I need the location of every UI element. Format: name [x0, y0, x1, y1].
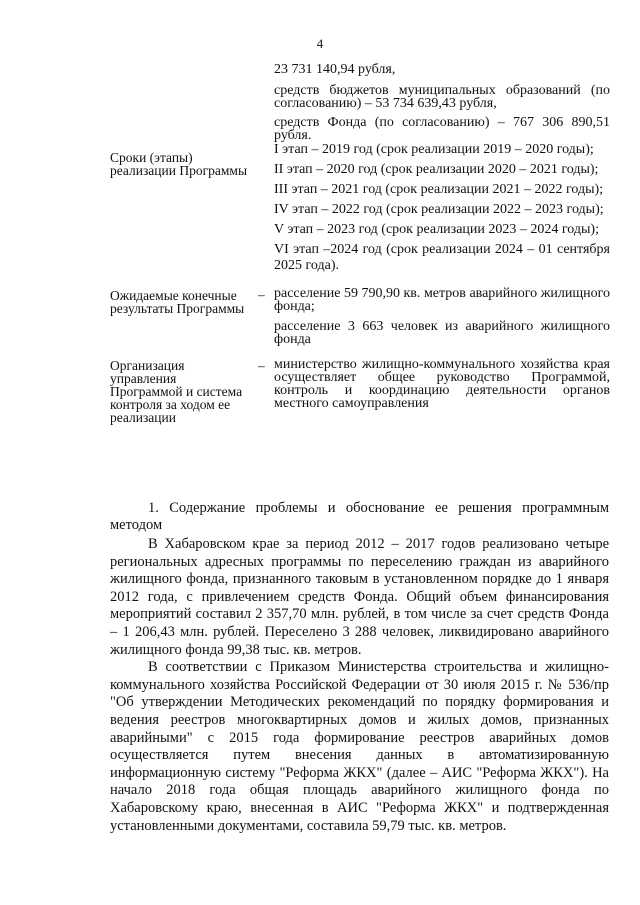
stage-item: I этап – 2019 год (срок реализации 2019 – 2020 годы);	[274, 142, 594, 157]
results-label: Ожидаемые конечные результаты Программы	[110, 288, 245, 316]
financing-municipal-budget: средств бюджетов муниципальных образований (по согласованию) – 53 734 639,43 рубля,	[274, 83, 610, 111]
body-paragraph: В соответствии с Приказом Министерства строительства и жилищно-коммунального хозяйства Российской Федерации от 30 июля 2015 г. № 536/пр "Об утверждении Методических рекомендаций по порядку формирования и ведения реестров многоквартирных домов и жилых домов, признанных аварийными" с 2015 года формирование реестров аварийных домов осуществляется путем внесения данных в автоматизированную информационную систему "Реформа ЖКХ" (далее – АИС "Реформа ЖКХ"). На начало 2018 года общая площадь аварийного жилищного фонда по Хабаровскому краю, внесенная в АИС "Реформа ЖКХ" и подтвержденная установленными документами, составила 59,79 тыс. кв. метров.	[110, 659, 609, 834]
stage-item: II этап – 2020 год (срок реализации 2020 – 2021 годы);	[274, 162, 599, 177]
management-label: Организация управления Программой и система контроля за ходом ее реализации	[110, 358, 243, 425]
stage-item: VI этап –2024 год (срок реализации 2024 – 01 сентября 2025 года).	[274, 242, 610, 273]
section-heading: 1. Содержание проблемы и обоснование ее решения программным методом	[110, 500, 609, 533]
management-dash: –	[258, 358, 265, 373]
financing-fund: средств Фонда (по согласованию) – 767 306 890,51 рубля.	[274, 115, 610, 143]
result-item: расселение 59 790,90 кв. метров аварийного жилищного фонда;	[274, 286, 610, 314]
results-row	[110, 287, 610, 346]
stage-item: III этап – 2021 год (срок реализации 2021 – 2022 годы);	[274, 182, 604, 197]
management-row	[110, 357, 610, 425]
section-heading-block	[110, 500, 609, 534]
stages-label: Сроки (этапы) реализации Программы	[110, 150, 248, 178]
body-paragraph: В Хабаровском крае за период 2012 – 2017 годов реализовано четыре региональных адресных программы по переселению граждан из аварийного жилищного фонда, признанного таковым в установленном порядке до 1 января 2012 года, с привлечением средств Фонда. Общий объем финансирования мероприятий составил 2 357,70 млн. рублей, в том числе за счет средств Фонда – 1 206,43 млн. рублей. Переселено 3 288 человек, ликвидировано аварийного жилищного фонда 99,38 тыс. кв. метров.	[110, 536, 609, 658]
management-text: министерство жилищно-коммунального хозяйства края осуществляет общее руководство Программой, контроль и координацию деятельности органов местного самоуправления	[274, 357, 610, 411]
results-dash: –	[258, 287, 265, 302]
stage-item: IV этап – 2022 год (срок реализации 2022 – 2023 годы);	[274, 202, 604, 217]
program-passport-table	[110, 62, 610, 425]
stages-row	[110, 142, 610, 274]
section-body	[110, 536, 609, 835]
page-number: 4	[316, 36, 324, 51]
financing-row	[110, 62, 610, 142]
stage-item: V этап – 2023 год (срок реализации 2023 – 2024 годы);	[274, 222, 599, 237]
financing-regional-budget: 23 731 140,94 рубля,	[274, 62, 396, 77]
result-item: расселение 3 663 человек из аварийного жилищного фонда	[274, 319, 610, 347]
